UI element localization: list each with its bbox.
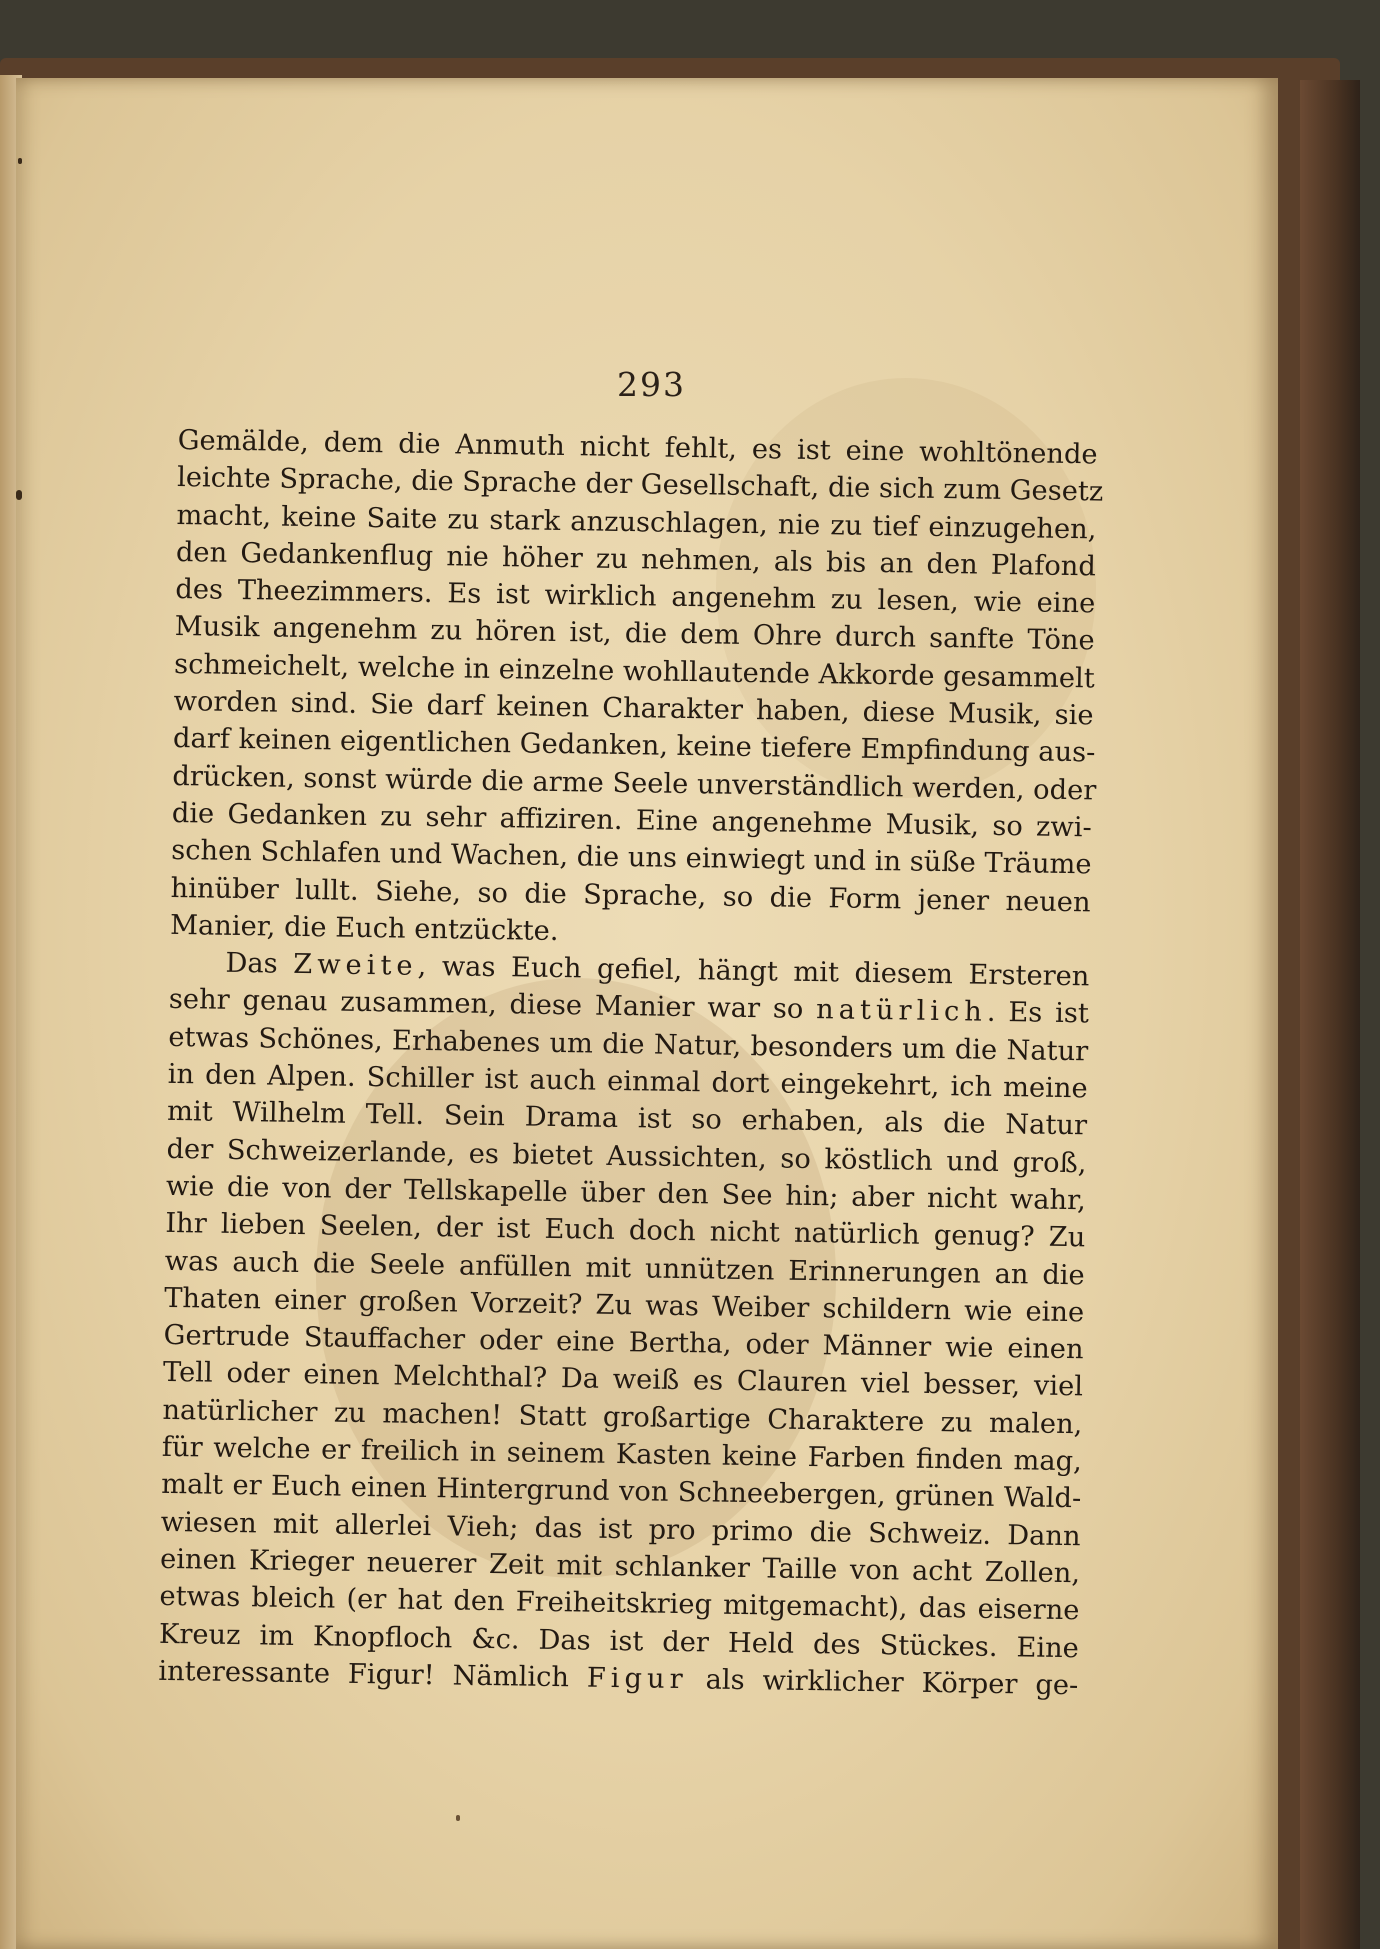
text-segment: die Gedanken zu sehr affiziren. Eine angenehme Musik, so zwi-: [171, 797, 1092, 844]
text-segment: einen Krieger neuerer Zeit mit schlanker Taille von acht Zollen,: [159, 1543, 1081, 1590]
page-number: 293: [617, 365, 686, 404]
text-segment: was auch die Seele anfüllen mit unnützen Erinnerungen an die: [164, 1245, 1085, 1291]
emphasized-text: Zweite: [292, 949, 418, 982]
text-segment: drücken, sonst würde die arme Seele unverständlich werden, oder: [172, 760, 1097, 807]
text-segment: der Schweizerlande, es bietet Aussichten, so köstlich und groß,: [166, 1133, 1087, 1179]
text-segment: darf keinen eigentlichen Gedanken, keine tiefere Empfindung aus-: [172, 723, 1096, 769]
text-segment: , was Euch gefiel, hängt mit diesem Ersteren: [417, 950, 1090, 993]
text-segment: etwas bleich (er hat den Freiheitskrieg mitgemacht), das eiserne: [159, 1581, 1080, 1627]
text-segment: malt er Euch einen Hintergrund von Schneebergen, grünen Wald-: [161, 1469, 1082, 1515]
text-segment: . Es ist: [986, 997, 1090, 1030]
text-segment: Ihr lieben Seelen, der ist Euch doch nicht natürlich genug? Zu: [165, 1208, 1086, 1254]
margin-mark: [16, 490, 22, 500]
text-segment: des Theezimmers. Es ist wirklich angenehm zu lesen, wie eine: [175, 574, 1096, 620]
book-page: [16, 78, 1278, 1949]
text-segment: sehr genau zusammen, diese Manier war so: [168, 984, 817, 1026]
body-text: [158, 422, 1104, 1704]
text-segment: den Gedankenflug nie höher zu nehmen, als bis an den Plafond: [175, 536, 1097, 583]
text-segment: hinüber lullt. Siehe, so die Sprache, so die Form jener neuen: [170, 872, 1091, 918]
text-segment: worden sind. Sie darf keinen Charakter haben, diese Musik, sie: [173, 686, 1094, 732]
margin-mark: [18, 158, 22, 164]
text-segment: mit Wilhelm Tell. Sein Drama ist so erhaben, als die Natur: [166, 1096, 1088, 1142]
text-segment: als wirklicher Körper ge-: [687, 1663, 1079, 1702]
text-segment: in den Alpen. Schiller ist auch einmal dort eingekehrt, ich meine: [167, 1058, 1088, 1105]
text-segment: Das: [225, 947, 294, 981]
text-segment: leichte Sprache, die Sprache der Gesellschaft, die sich zum Gesetz: [176, 462, 1104, 508]
text-segment: Tell oder einen Melchthal? Da weiß es Clauren viel besser, viel: [162, 1357, 1084, 1403]
text-segment: wie die von der Tellskapelle über den See hin; aber nicht wahr,: [165, 1170, 1087, 1217]
book-spine-edge: [1300, 80, 1360, 1949]
text-segment: Thaten einer großen Vorzeit? Zu was Weiber schildern wie eine: [163, 1282, 1085, 1329]
text-segment: schmeichelt, welche in einzelne wohllautende Akkorde gesammelt: [173, 648, 1095, 695]
emphasized-text: Figur: [586, 1662, 688, 1695]
emphasized-text: natürlich: [815, 994, 988, 1029]
text-segment: Kreuz im Knopfloch &c. Das ist der Held des Stückes. Eine: [158, 1618, 1080, 1664]
text-segment: natürlicher zu machen! Statt großartige Charaktere zu malen,: [162, 1394, 1083, 1441]
text-segment: Manier, die Euch entzückte.: [169, 909, 559, 947]
text-segment: interessante Figur! Nämlich: [158, 1655, 588, 1694]
text-segment: macht, keine Saite zu stark anzuschlagen, nie zu tief einzugehen,: [176, 499, 1097, 546]
paper-speck: [456, 1815, 460, 1821]
text-segment: für welche er freilich in seinem Kasten keine Farben finden mag,: [161, 1431, 1083, 1478]
text-segment: wiesen mit allerlei Vieh; das ist pro primo die Schweiz. Dann: [160, 1506, 1081, 1552]
text-segment: etwas Schönes, Erhabenes um die Natur, besonders um die Natur: [168, 1021, 1089, 1068]
text-segment: schen Schlafen und Wachen, die uns einwiegt und in süße Träume: [171, 835, 1092, 881]
text-segment: Musik angenehm zu hören ist, die dem Ohre durch sanfte Töne: [174, 611, 1095, 657]
text-segment: Gertrude Stauffacher oder eine Bertha, oder Männer wie einen: [163, 1320, 1084, 1366]
text-segment: Gemälde, dem die Anmuth nicht fehlt, es ist eine wohltönende: [177, 424, 1098, 471]
